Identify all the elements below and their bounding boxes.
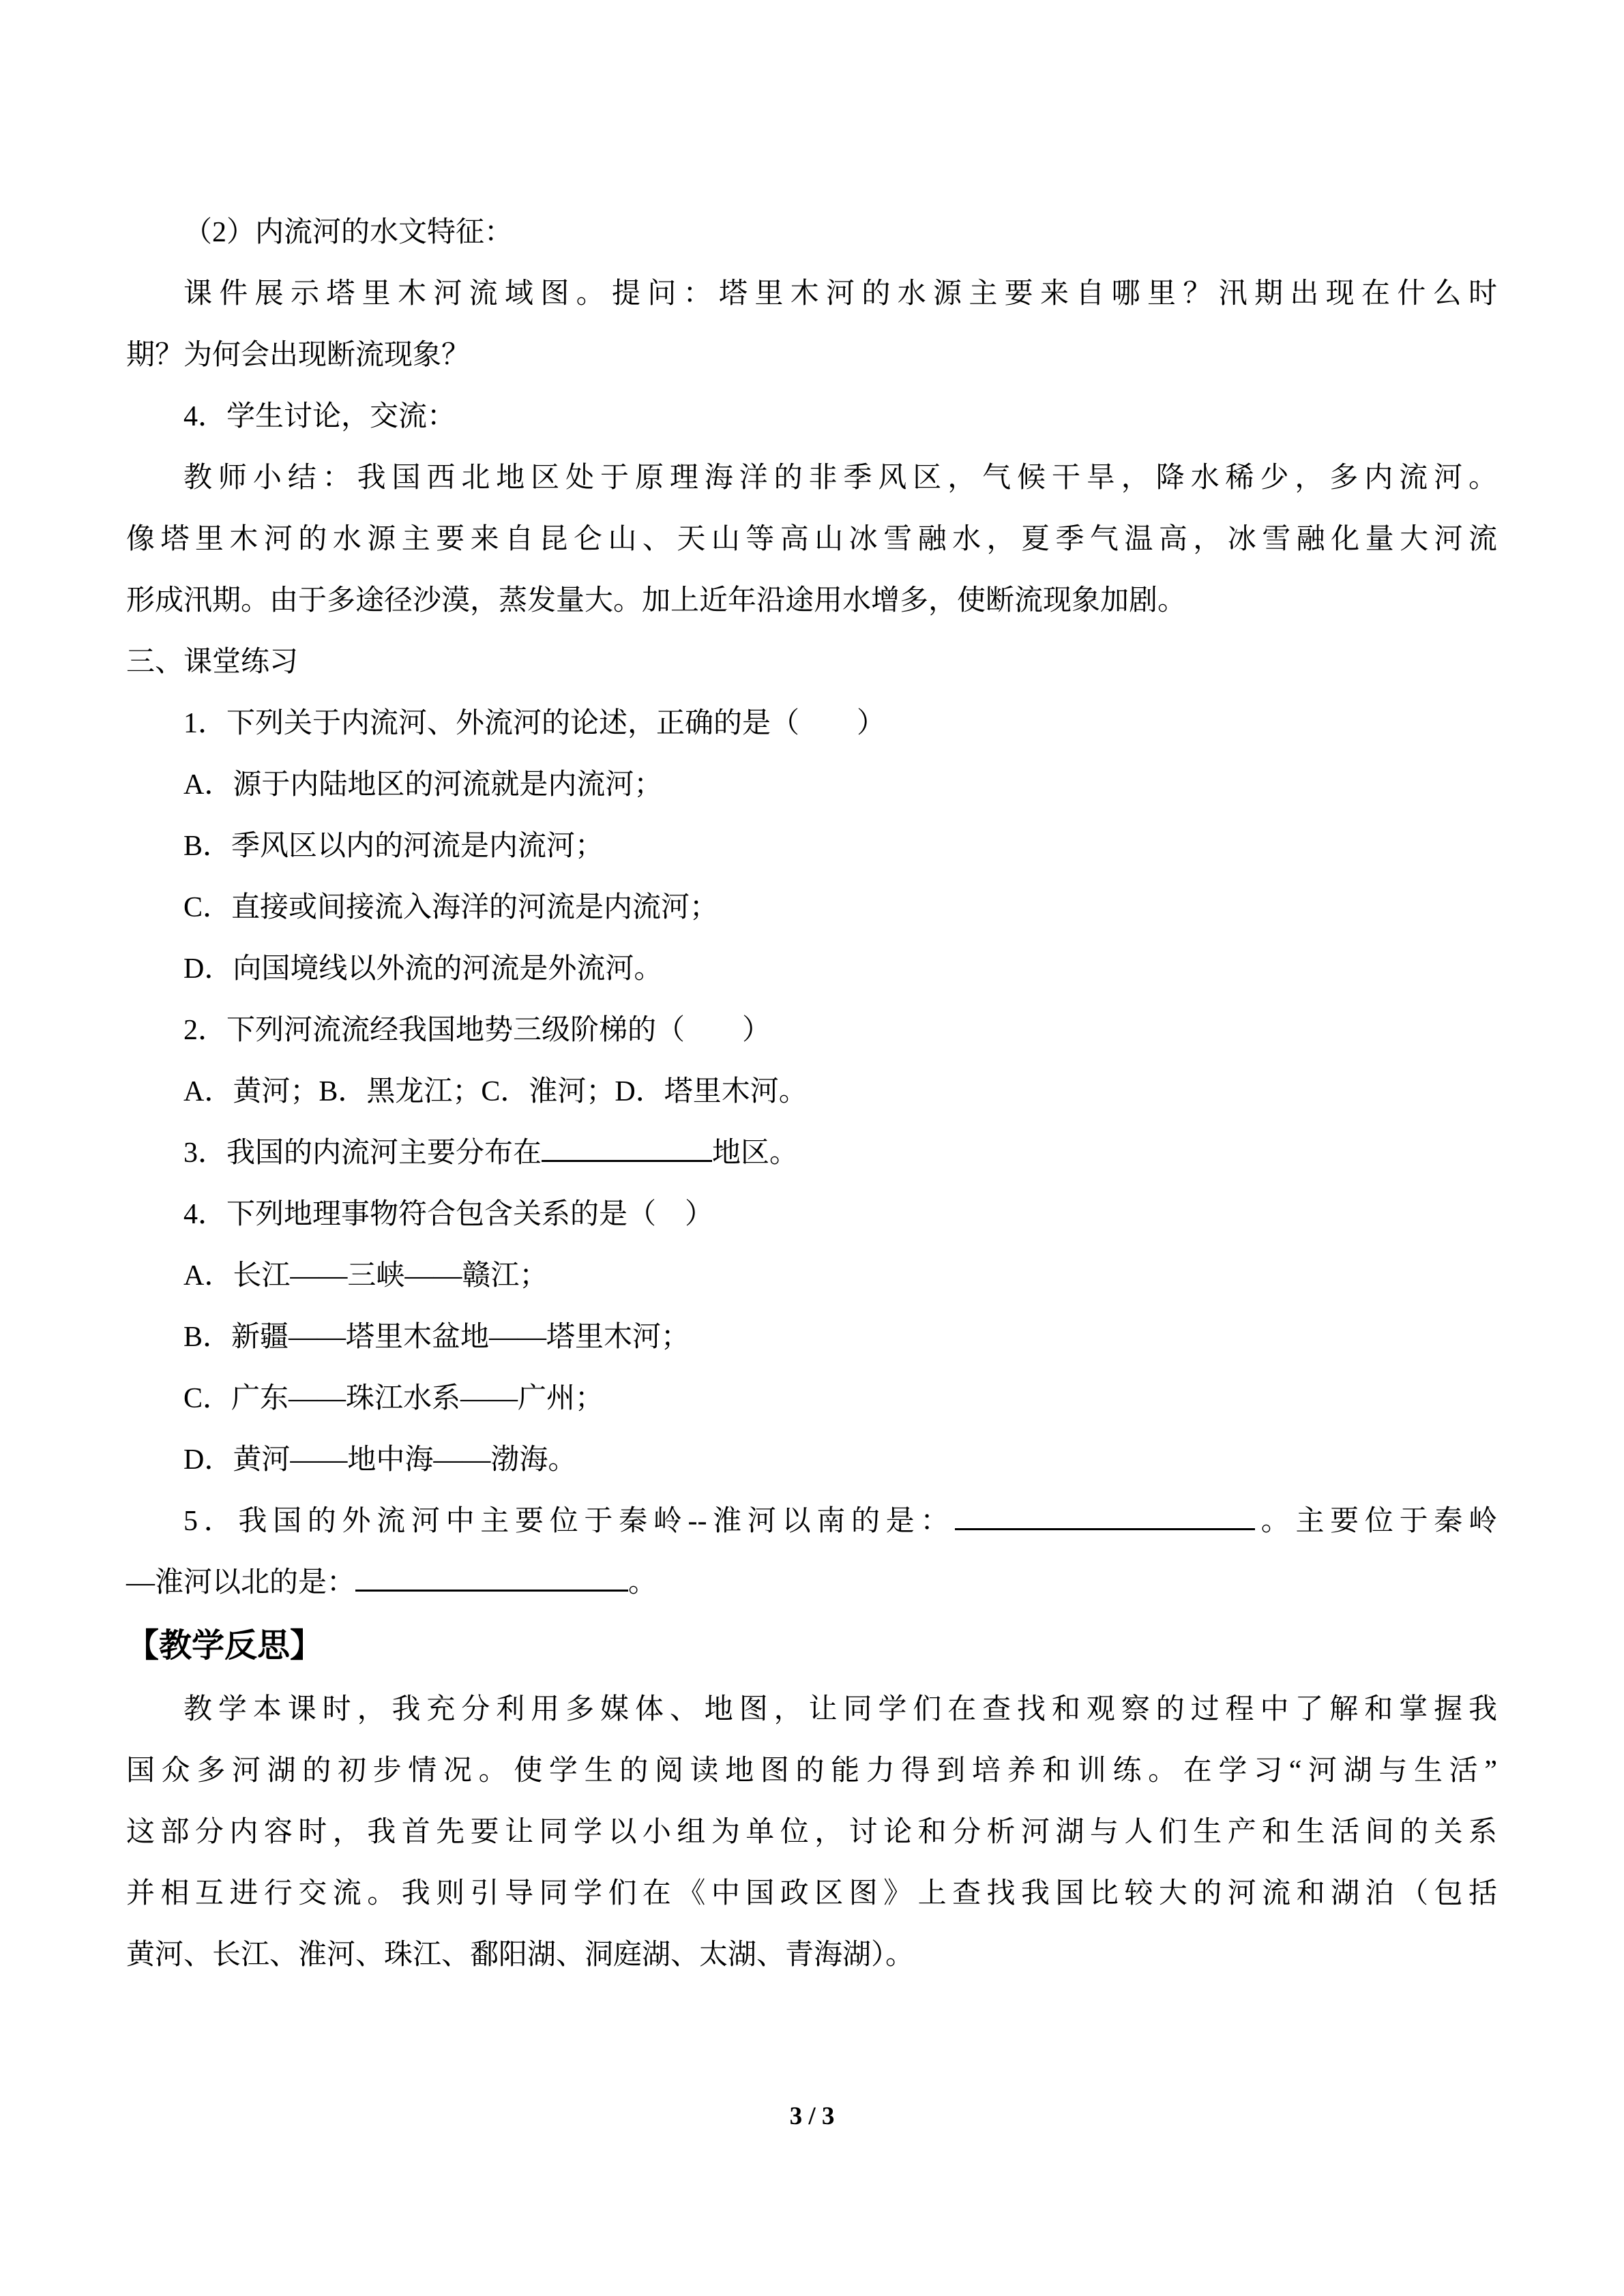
fill-in-blank bbox=[355, 1564, 628, 1592]
lesson-paragraph-line: 教师小结：我国西北地区处于原理海洋的非季风区，气候干旱，降水稀少，多内流河。 bbox=[183, 462, 1497, 494]
lesson-paragraph-line: 形成汛期。由于多途径沙漠，蒸发量大。加上近年沿途用水增多，使断流现象加剧。 bbox=[126, 585, 1187, 616]
document-body bbox=[126, 202, 1497, 1986]
option-line: A．源于内陆地区的河流就是内流河； bbox=[183, 769, 663, 801]
lesson-paragraph-line: 期？为何会出现断流现象？ bbox=[126, 340, 471, 371]
question-text: 地区。 bbox=[712, 1137, 799, 1169]
option-line: B．新疆——塔里木盆地——塔里木河； bbox=[183, 1322, 690, 1353]
section-title: 三、课堂练习 bbox=[126, 646, 299, 678]
question-line-with-blank bbox=[126, 1552, 1497, 1613]
reflection-paragraph-line: 这部分内容时，我首先要让同学以小组为单位，讨论和分析河湖与人们生产和生活间的关系 bbox=[126, 1817, 1497, 1848]
reflection-paragraph-line: 并相互进行交流。我则引导同学们在《中国政区图》上查找我国比较大的河流和湖泊（包括 bbox=[126, 1878, 1497, 1909]
question-line: 4．下列地理事物符合包含关系的是（ ） bbox=[183, 1199, 714, 1230]
reflection-paragraph-line: 黄河、长江、淮河、珠江、鄱阳湖、洞庭湖、太湖、青海湖）。 bbox=[126, 1939, 915, 1971]
question-text: 5．我国的外流河中主要位于秦岭--淮河以南的是： bbox=[183, 1506, 956, 1537]
reflection-paragraph-line: 教学本课时，我充分利用多媒体、地图，让同学们在查找和观察的过程中了解和掌握我 bbox=[183, 1694, 1497, 1725]
option-line: C．广东——珠江水系——广州； bbox=[183, 1383, 604, 1414]
option-line: D．向国境线以外流的河流是外流河。 bbox=[183, 953, 663, 985]
question-line: 1．下列关于内流河、外流河的论述，正确的是（ ） bbox=[183, 708, 886, 739]
reflection-heading: 【教学反思】 bbox=[126, 1628, 323, 1664]
option-line: B．季风区以内的河流是内流河； bbox=[183, 831, 604, 862]
lesson-paragraph-line: 像塔里木河的水源主要来自昆仑山、天山等高山冰雪融水，夏季气温高，冰雪融化量大河流 bbox=[126, 524, 1497, 555]
question-line-with-blank bbox=[126, 1122, 1497, 1184]
option-line: C．直接或间接流入海洋的河流是内流河； bbox=[183, 892, 719, 923]
question-line-with-blank bbox=[126, 1491, 1497, 1552]
question-text: —淮河以北的是： bbox=[126, 1567, 356, 1598]
fill-in-blank bbox=[955, 1502, 1255, 1530]
lesson-paragraph-line: 课件展示塔里木河流域图。提问：塔里木河的水源主要来自哪里？汛期出现在什么时 bbox=[183, 278, 1497, 310]
question-text: 。主要位于秦岭 bbox=[1255, 1506, 1497, 1537]
option-line: A．长江——三峡——赣江； bbox=[183, 1260, 548, 1292]
question-line: 2．下列河流流经我国地势三级阶梯的（ ） bbox=[183, 1015, 771, 1046]
question-text: 3．我国的内流河主要分布在 bbox=[183, 1137, 542, 1169]
option-line: D．黄河——地中海——渤海。 bbox=[183, 1444, 577, 1476]
lesson-paragraph-line: （2）内流河的水文特征： bbox=[183, 217, 514, 248]
reflection-paragraph-line: 国众多河湖的初步情况。使学生的阅读地图的能力得到培养和训练。在学习“河湖与生活” bbox=[126, 1755, 1497, 1787]
question-text: 。 bbox=[628, 1567, 658, 1598]
fill-in-blank bbox=[542, 1134, 712, 1162]
lesson-paragraph-line: 4．学生讨论，交流： bbox=[183, 401, 456, 432]
option-line: A．黄河；B．黑龙江；C．淮河；D．塔里木河。 bbox=[183, 1076, 808, 1107]
page-number: 3 / 3 bbox=[789, 2102, 835, 2130]
